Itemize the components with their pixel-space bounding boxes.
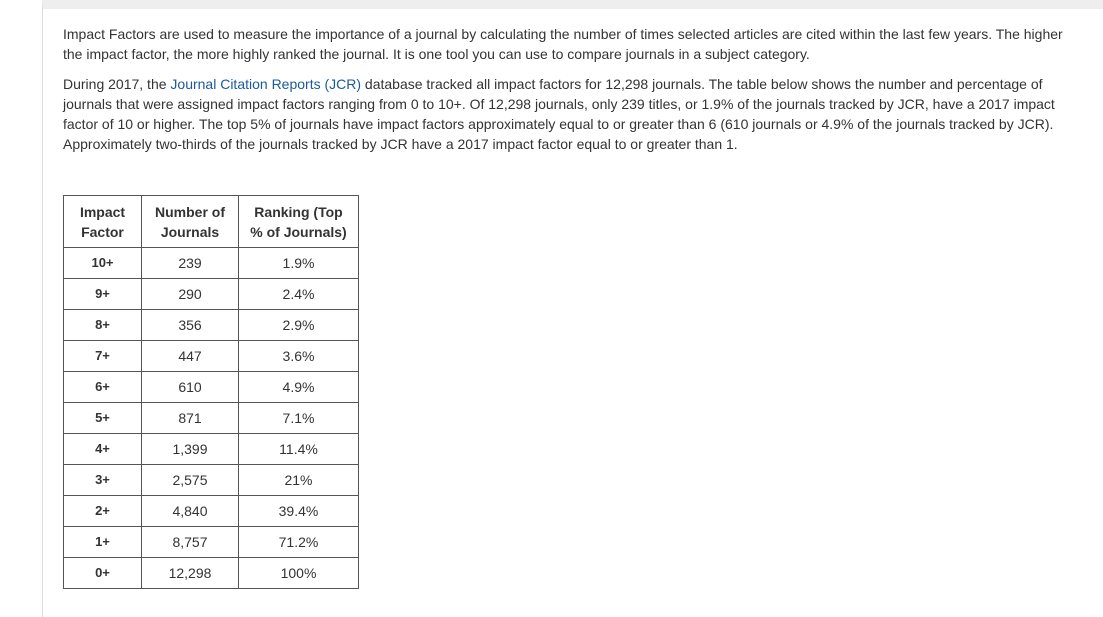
cell-number-of-journals: 356 <box>142 310 239 341</box>
table-row <box>64 248 359 279</box>
intro-paragraph-2-start: During 2017, the <box>63 76 171 92</box>
cell-ranking: 100% <box>239 558 359 589</box>
cell-impact-factor: 8+ <box>64 310 142 341</box>
table-row <box>64 465 359 496</box>
table-row <box>64 310 359 341</box>
cell-ranking: 7.1% <box>239 403 359 434</box>
cell-number-of-journals: 610 <box>142 372 239 403</box>
cell-impact-factor: 9+ <box>64 279 142 310</box>
intro-paragraph-1: Impact Factors are used to measure the importance of a journal by calculating the number of times selected articles are cited within the last few years. The higher the impact factor, the more highly ranked the journal. It is one tool you can use to compare journals in a subject category. <box>63 26 1063 62</box>
cell-number-of-journals: 8,757 <box>142 527 239 558</box>
cell-impact-factor: 7+ <box>64 341 142 372</box>
cell-ranking: 2.4% <box>239 279 359 310</box>
cell-ranking: 39.4% <box>239 496 359 527</box>
header-number-of-journals: Number of Journals <box>142 196 239 248</box>
cell-impact-factor: 5+ <box>64 403 142 434</box>
cell-number-of-journals: 12,298 <box>142 558 239 589</box>
table-row <box>64 496 359 527</box>
table-row <box>64 279 359 310</box>
cell-ranking: 4.9% <box>239 372 359 403</box>
intro-text <box>63 24 1073 154</box>
cell-impact-factor: 2+ <box>64 496 142 527</box>
cell-impact-factor: 6+ <box>64 372 142 403</box>
cell-number-of-journals: 1,399 <box>142 434 239 465</box>
cell-impact-factor: 0+ <box>64 558 142 589</box>
cell-impact-factor: 3+ <box>64 465 142 496</box>
cell-ranking: 1.9% <box>239 248 359 279</box>
cell-number-of-journals: 2,575 <box>142 465 239 496</box>
cell-number-of-journals: 290 <box>142 279 239 310</box>
table-row <box>64 527 359 558</box>
header-ranking: Ranking (Top % of Journals) <box>239 196 359 248</box>
cell-ranking: 71.2% <box>239 527 359 558</box>
cell-impact-factor: 1+ <box>64 527 142 558</box>
table-header-row <box>64 196 359 248</box>
table-row <box>64 403 359 434</box>
table-row <box>64 434 359 465</box>
cell-ranking: 21% <box>239 465 359 496</box>
table-row <box>64 341 359 372</box>
cell-number-of-journals: 447 <box>142 341 239 372</box>
cell-number-of-journals: 871 <box>142 403 239 434</box>
cell-impact-factor: 4+ <box>64 434 142 465</box>
impact-factor-table <box>63 195 359 589</box>
table-row <box>64 372 359 403</box>
intro-paragraph-2-end: database tracked all impact factors for 12,298 journals. The table below shows the number and percentage of journals that were assigned impact factors ranging from 0 to 10+. Of 12,298 journals, only 239 titles, or 1.9% of the journals tracked by JCR, have a 2017 impact factor of 10 or higher. The top 5% of journals have impact factors approximately equal to or greater than 6 (610 journals or 4.9% of the journals tracked by JCR). Approximately two-thirds of the journals tracked by JCR have a 2017 impact factor equal to or greater than 1. <box>63 76 1055 152</box>
table-body <box>64 248 359 589</box>
cell-ranking: 2.9% <box>239 310 359 341</box>
table-row <box>64 558 359 589</box>
cell-number-of-journals: 4,840 <box>142 496 239 527</box>
intro-paragraph-2 <box>63 74 1073 154</box>
cell-ranking: 3.6% <box>239 341 359 372</box>
cell-ranking: 11.4% <box>239 434 359 465</box>
cell-number-of-journals: 239 <box>142 248 239 279</box>
header-impact-factor: Impact Factor <box>64 196 142 248</box>
jcr-link[interactable]: Journal Citation Reports (JCR) <box>170 76 362 92</box>
cell-impact-factor: 10+ <box>64 248 142 279</box>
